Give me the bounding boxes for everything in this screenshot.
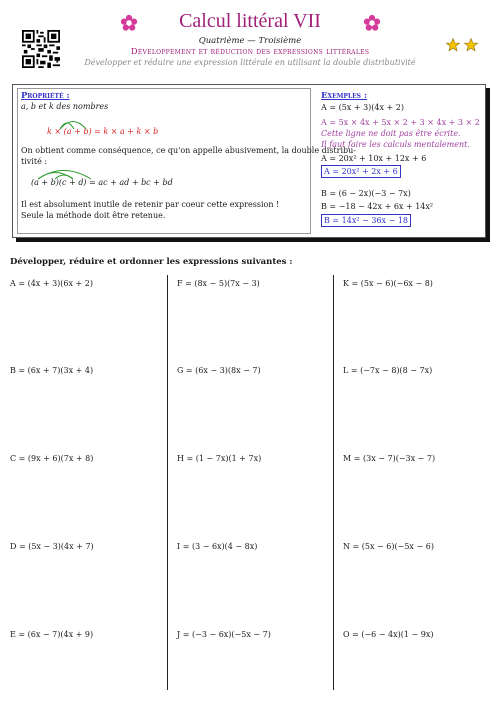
property-text1: On obtient comme conséquence, ce qu'on appelle abusivement, la double distribu- [21,146,356,155]
exercise-item: J = (−3 − 6x)(−5x − 7) [177,630,271,639]
distribution-arrows-icon [57,118,91,130]
property-text2: tivité : [21,157,48,166]
exercise-item: F = (8x − 5)(7x − 3) [177,279,260,288]
double-distribution-arrows-icon [33,168,103,180]
example-b-line2: B = −18 − 42x + 6x + 14x² [321,202,434,211]
difficulty-stars-icon [446,38,480,52]
property-line1: a, b et k des nombres [21,102,109,111]
exercise-item: G = (6x − 3)(8x − 7) [177,366,261,375]
topic-line: Développement et réduction des expressions littérales [130,47,370,57]
property-text4: Seule la méthode doit être retenue. [21,211,166,220]
exercise-item: K = (5x − 6)(−6x − 8) [343,279,433,288]
example-b-result: B = 14x² − 36x − 18 [321,214,411,227]
exercise-item: E = (6x − 7)(4x + 9) [10,630,94,639]
exercise-item: M = (3x − 7)(−3x − 7) [343,454,436,463]
property-text3: Il est absolument inutile de retenir par coeur cette expression ! [21,200,280,209]
example-a-result: A = 20x² + 2x + 6 [321,165,401,178]
exercise-item: I = (3 − 6x)(4 − 8x) [177,542,258,551]
exercise-item: L = (−7x − 8)(8 − 7x) [343,366,433,375]
double-distributivity-formula: (a + b)(c + d) = ac + ad + bc + bd [31,178,173,187]
exercise-item: H = (1 − 7x)(1 + 7x) [177,454,262,463]
examples-heading: Exemples : [321,91,368,101]
example-note2: Il faut faire les calculs mentalement. [321,140,470,149]
exercise-instruction: Développer, réduire et ordonner les expressions suivantes : [10,257,293,267]
column-divider [333,275,334,690]
example-a-line3: A = 20x² + 10x + 12x + 6 [321,154,427,163]
property-heading: Propriété : [21,91,70,101]
column-divider [167,275,168,690]
example-a-line1: A = (5x + 3)(4x + 2) [321,103,405,112]
exercise-item: A = (4x + 3)(6x + 2) [10,279,94,288]
exercise-item: B = (6x + 7)(3x + 4) [10,366,94,375]
example-note1: Cette ligne ne doit pas être écrite. [321,129,461,138]
exercise-item: D = (5x − 3)(4x + 7) [10,542,94,551]
exercise-item: C = (9x + 6)(7x + 8) [10,454,94,463]
example-b-line1: B = (6 − 2x)(−3 − 7x) [321,189,411,198]
exercise-item: O = (−6 − 4x)(1 − 9x) [343,630,434,639]
goal-line: Développer et réduire une expression littérale en utilisant la double distributivité [84,58,416,67]
exercise-item: N = (5x − 6)(−5x − 6) [343,542,434,551]
example-a-line2: A = 5x × 4x + 5x × 2 + 3 × 4x + 3 × 2 [321,118,480,127]
distributivity-formula: k × (a + b) = k × a + k × b [47,127,159,136]
level-subtitle: Quatrième — Troisième [198,36,302,46]
page-title: Calcul littéral VII [179,10,321,32]
